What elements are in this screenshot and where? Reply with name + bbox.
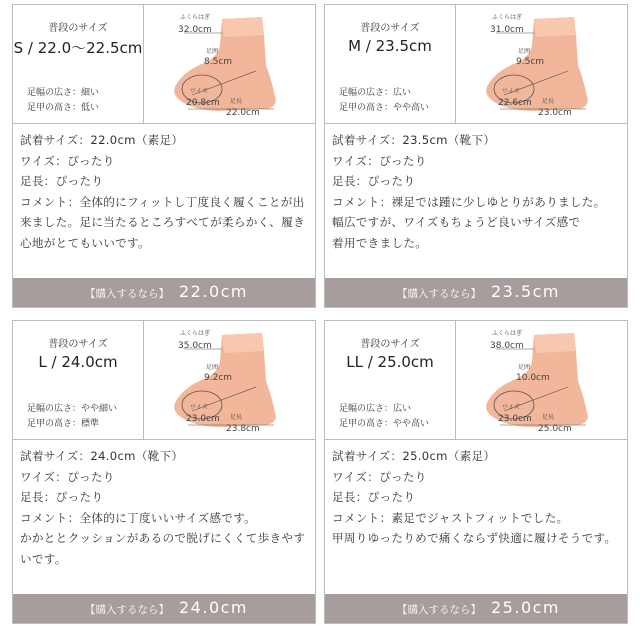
normal-size-value: M / 23.5cm bbox=[348, 37, 432, 55]
review-line: ワイズ：ぴったり bbox=[332, 469, 427, 484]
size-card-ll bbox=[324, 320, 628, 624]
instep-height-attr: 足甲の高さ：標準 bbox=[27, 419, 100, 429]
buy-prefix: 【購入するなら】 bbox=[85, 288, 169, 300]
length-value: 23.8cm bbox=[226, 424, 260, 434]
foot-illustration-icon bbox=[456, 321, 627, 439]
width-value: 23.0cm bbox=[186, 414, 220, 424]
instep-label: 足囲 bbox=[206, 48, 219, 55]
buy-prefix: 【購入するなら】 bbox=[397, 288, 481, 300]
normal-size-box bbox=[13, 321, 144, 439]
instep-height-attr: 足甲の高さ：やや高い bbox=[339, 419, 430, 429]
buy-size-value: 23.5cm bbox=[491, 282, 561, 301]
length-label: 足長 bbox=[542, 98, 555, 105]
instep-height-attr: 足甲の高さ：やや高い bbox=[339, 103, 430, 113]
buy-size-bar bbox=[325, 594, 627, 623]
foot-measure-diagram bbox=[144, 321, 315, 439]
review-line: 試着サイズ：25.0cm（素足） bbox=[332, 449, 496, 463]
review-line: 足長：ぴったり bbox=[20, 490, 104, 504]
review-line: かかととクッションがあるので脱げにくくて歩きやすいです。 bbox=[20, 531, 306, 566]
review-line: 足長：ぴったり bbox=[20, 174, 104, 188]
instep-value: 9.5cm bbox=[516, 57, 545, 67]
calf-value: 38.0cm bbox=[490, 341, 524, 351]
review-line: コメント：全体的に丁度いいサイズ感です。 bbox=[20, 510, 257, 525]
size-card-s bbox=[12, 4, 316, 308]
foot-measure-diagram bbox=[144, 5, 315, 123]
length-label: 足長 bbox=[230, 414, 243, 421]
buy-prefix: 【購入するなら】 bbox=[397, 604, 481, 616]
calf-label: ふくらはぎ bbox=[492, 330, 523, 337]
foot-illustration-icon bbox=[144, 321, 315, 439]
buy-size-bar bbox=[13, 278, 315, 307]
width-value: 22.6cm bbox=[498, 98, 532, 108]
size-card-l bbox=[12, 320, 316, 624]
size-card-m bbox=[324, 4, 628, 308]
length-value: 25.0cm bbox=[538, 424, 572, 434]
buy-size-value: 22.0cm bbox=[179, 282, 249, 301]
instep-value: 8.5cm bbox=[204, 57, 233, 67]
normal-size-label: 普段のサイズ bbox=[48, 339, 108, 350]
normal-size-box bbox=[13, 5, 144, 123]
review-text bbox=[332, 446, 624, 549]
foot-measure-diagram bbox=[456, 5, 627, 123]
foot-illustration-icon bbox=[456, 5, 627, 123]
foot-illustration-icon bbox=[144, 5, 315, 123]
length-value: 22.0cm bbox=[226, 108, 260, 118]
width-label: ワイズ bbox=[502, 404, 520, 411]
instep-label: 足囲 bbox=[518, 48, 531, 55]
review-line: 足長：ぴったり bbox=[332, 490, 416, 504]
instep-value: 9.2cm bbox=[204, 373, 233, 383]
width-label: ワイズ bbox=[190, 88, 208, 95]
buy-size-value: 25.0cm bbox=[491, 598, 561, 617]
review-text bbox=[332, 130, 624, 253]
review-line: ワイズ：ぴったり bbox=[20, 153, 115, 168]
card-header bbox=[13, 321, 315, 440]
width-label: ワイズ bbox=[190, 404, 208, 411]
calf-label: ふくらはぎ bbox=[180, 14, 211, 21]
calf-value: 35.0cm bbox=[178, 341, 212, 351]
instep-label: 足囲 bbox=[206, 364, 219, 371]
normal-size-value: LL / 25.0cm bbox=[346, 353, 434, 371]
review-line: ワイズ：ぴったり bbox=[332, 153, 427, 168]
review-text bbox=[20, 130, 312, 253]
calf-label: ふくらはぎ bbox=[492, 14, 523, 21]
normal-size-value: L / 24.0cm bbox=[38, 353, 118, 371]
normal-size-label: 普段のサイズ bbox=[360, 339, 420, 350]
buy-size-bar bbox=[13, 594, 315, 623]
width-value: 23.0cm bbox=[498, 414, 532, 424]
foot-width-attr: 足幅の広さ：細い bbox=[27, 88, 100, 98]
review-line: 足長：ぴったり bbox=[332, 174, 416, 188]
review-line: 幅広ですが、ワイズもちょうど良いサイズ感で bbox=[332, 215, 581, 229]
calf-value: 31.0cm bbox=[490, 25, 524, 35]
normal-size-box bbox=[325, 321, 456, 439]
instep-height-attr: 足甲の高さ：低い bbox=[27, 103, 100, 113]
review-line: 着用できました。 bbox=[332, 235, 428, 250]
calf-label: ふくらはぎ bbox=[180, 330, 211, 337]
card-header bbox=[13, 5, 315, 124]
review-line: 試着サイズ：24.0cm（靴下） bbox=[20, 449, 184, 463]
length-label: 足長 bbox=[230, 98, 243, 105]
foot-width-attr: 足幅の広さ：広い bbox=[339, 404, 412, 414]
card-header bbox=[325, 5, 627, 124]
normal-size-value: S / 22.0〜22.5cm bbox=[13, 39, 143, 57]
foot-width-attr: 足幅の広さ：広い bbox=[339, 88, 412, 98]
review-line: 試着サイズ：23.5cm（靴下） bbox=[332, 133, 496, 147]
review-text bbox=[20, 446, 312, 569]
instep-value: 10.0cm bbox=[516, 373, 550, 383]
foot-measure-diagram bbox=[456, 321, 627, 439]
review-line: コメント：素足でジャストフィットでした。 bbox=[332, 510, 569, 525]
review-line: 甲周りゆったりめで痛くならず快適に履けそうです。 bbox=[332, 531, 617, 545]
length-label: 足長 bbox=[542, 414, 555, 421]
buy-size-bar bbox=[325, 278, 627, 307]
buy-prefix: 【購入するなら】 bbox=[85, 604, 169, 616]
buy-size-value: 24.0cm bbox=[179, 598, 249, 617]
normal-size-box bbox=[325, 5, 456, 123]
length-value: 23.0cm bbox=[538, 108, 572, 118]
width-value: 20.8cm bbox=[186, 98, 220, 108]
card-header bbox=[325, 321, 627, 440]
calf-value: 32.0cm bbox=[178, 25, 212, 35]
review-line: コメント：全体的にフィットし丁度良く履くことが出来ました。足に当たるところすべてが柔らかく、履き心地がとてもいいです。 bbox=[20, 194, 305, 250]
review-line: コメント：裸足では踵に少しゆとりがありました。 bbox=[332, 194, 606, 209]
review-line: 試着サイズ：22.0cm（素足） bbox=[20, 133, 184, 147]
foot-width-attr: 足幅の広さ：やや細い bbox=[27, 404, 118, 414]
width-label: ワイズ bbox=[502, 88, 520, 95]
normal-size-label: 普段のサイズ bbox=[48, 23, 108, 34]
instep-label: 足囲 bbox=[518, 364, 531, 371]
review-line: ワイズ：ぴったり bbox=[20, 469, 115, 484]
normal-size-label: 普段のサイズ bbox=[360, 23, 420, 34]
